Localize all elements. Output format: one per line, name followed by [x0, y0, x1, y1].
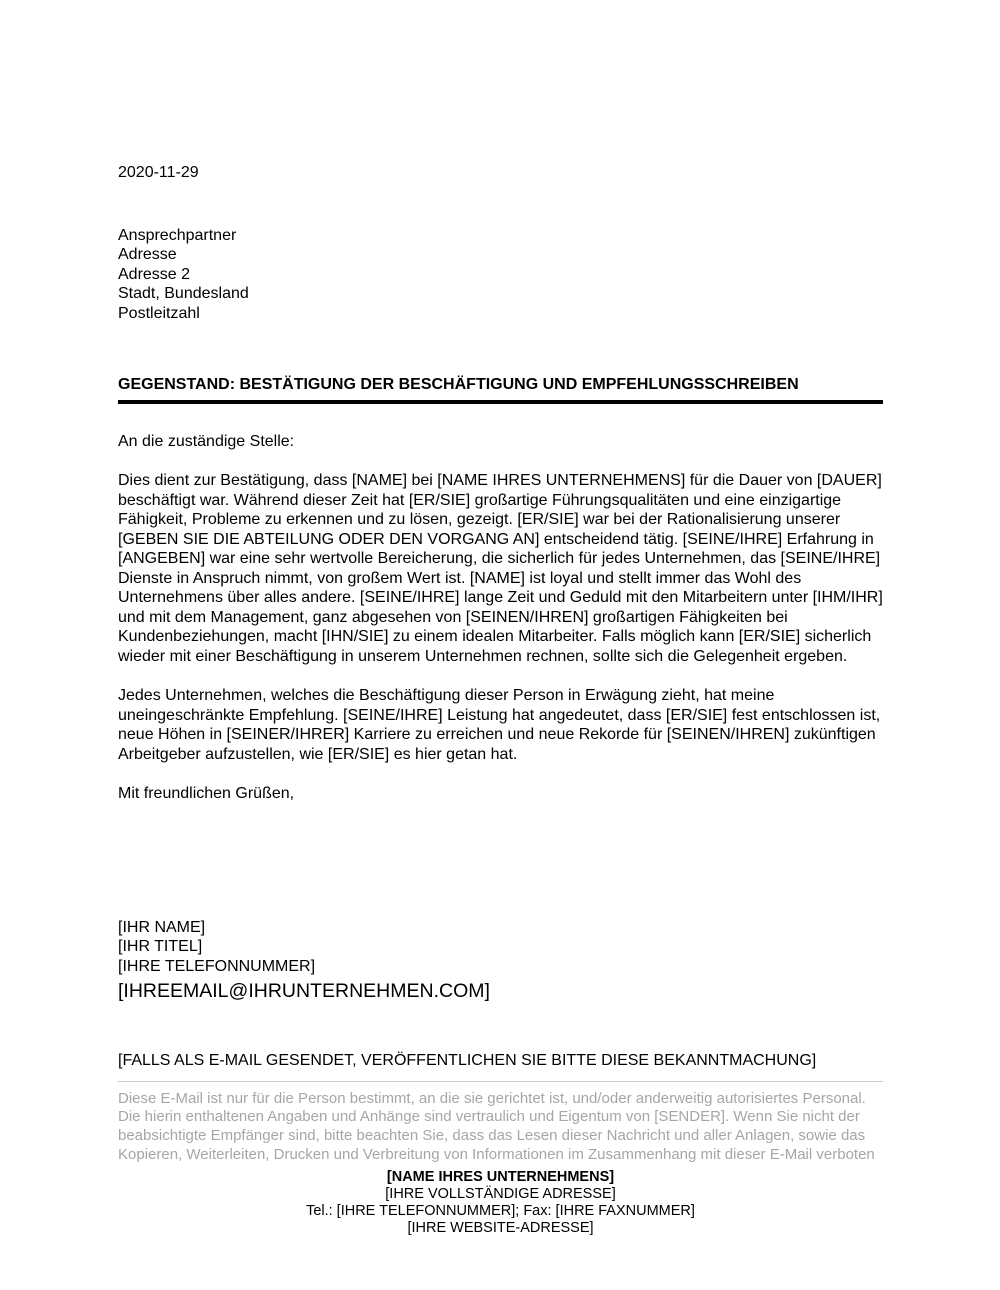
recipient-postal-code: Postleitzahl	[118, 304, 200, 322]
signature-title: [IHR TITEL]	[118, 938, 203, 955]
footer-address: [IHRE VOLLSTÄNDIGE ADRESSE]	[385, 1186, 616, 1203]
closing-salutation: Mit freundlichen Grüßen,	[118, 785, 295, 802]
recipient-block	[118, 226, 883, 324]
recipient-address-line-2: Adresse 2	[118, 265, 191, 283]
recipient-address-line-1: Adresse	[118, 246, 177, 263]
signature-name: [IHR NAME]	[118, 918, 206, 936]
subject-heading: GEGENSTAND: BESTÄTIGUNG DER BESCHÄFTIGUNG UND EMPFEHLUNGSSCHREIBEN	[118, 375, 883, 404]
recipient-contact: Ansprechpartner	[118, 226, 237, 244]
body-paragraph-1: Dies dient zur Bestätigung, dass [NAME] bei [NAME IHRES UNTERNEHMENS] für die Dauer von [DAUER] beschäftigt war. Während dieser Zeit hat [ER/SIE] großartige Führungsqualitäten und eine einzigartige Fähigkeit, Probleme zu erkennen und zu lösen, gezeigt. [ER/SIE] war bei der Rationalisierung unserer [GEBEN SIE DIE ABTEILUNG ODER DEN VORGANG AN] entscheidend tätig. [SEINE/IHRE] Erfahrung in [ANGEBEN] war eine sehr wertvolle Bereicherung, die sicherlich für jedes Unternehmen, das [SEINE/IHRE] Dienste in Anspruch nimmt, von großem Wert ist. [NAME] ist loyal und stellt immer das Wohl des Unternehmens über alles andere. [SEINE/IHRE] lange Zeit und Geduld mit den Mitarbeitern unter [IHM/IHR] und mit dem Management, ganz abgesehen von [SEINEN/IHREN] großartigen Fähigkeiten bei Kundenbeziehungen, macht [IHN/SIE] zu einem idealen Mitarbeiter. Falls möglich kann [ER/SIE] sicherlich wieder mit einer Beschäftigung in unserem Unternehmen rechnen, sollte sich die Gelegenheit ergeben.	[118, 472, 883, 665]
signature-phone: [IHRE TELEFONNUMMER]	[118, 957, 316, 975]
letter-date: 2020-11-29	[118, 164, 199, 181]
divider-line	[118, 1081, 883, 1082]
signature-email: [IHREEMAIL@IHRUNTERNEHMEN.COM]	[118, 980, 490, 1002]
recipient-city-state: Stadt, Bundesland	[118, 285, 249, 302]
salutation: An die zuständige Stelle:	[118, 432, 295, 450]
email-posting-notice: [FALLS ALS E-MAIL GESENDET, VERÖFFENTLICHEN SIE BITTE DIESE BEKANNTMACHUNG]	[118, 1052, 817, 1069]
footer-block	[118, 1169, 883, 1237]
disclaimer-text: Diese E-Mail ist nur für die Person bestimmt, an die sie gerichtet ist, und/oder anderweitig autorisiertes Personal. Die hierin enthaltenen Angaben und Anhänge sind vertraulich und Eigentum von [SENDER]. Wenn Sie nicht der beabsichtigte Empfänger sind, bitte beachten Sie, dass das Lesen dieser Nachricht und aller Anlagen, sowie das Kopieren, Weiterleiten, Drucken und Verbreitung von Informationen im Zusammenhang mit dieser E-Mail verboten	[118, 1089, 875, 1163]
footer-phone-fax: Tel.: [IHRE TELEFONNUMMER]; Fax: [IHRE FAXNUMMER]	[306, 1203, 695, 1220]
signature-block	[118, 918, 883, 1004]
footer-company-name: [NAME IHRES UNTERNEHMENS]	[386, 1169, 615, 1186]
body-paragraph-2: Jedes Unternehmen, welches die Beschäftigung dieser Person in Erwägung zieht, hat meine uneingeschränkte Empfehlung. [SEINE/IHRE] Leistung hat angedeutet, dass [ER/SIE] fest entschlossen ist, neue Höhen in [SEINER/IHRER] Karriere zu erreichen und neue Rekorde für [SEINEN/IHREN] zukünftigen Arbeitgeber aufzustellen, wie [ER/SIE] es hier getan hat.	[118, 687, 881, 763]
footer-website: [IHRE WEBSITE-ADRESSE]	[407, 1220, 594, 1237]
